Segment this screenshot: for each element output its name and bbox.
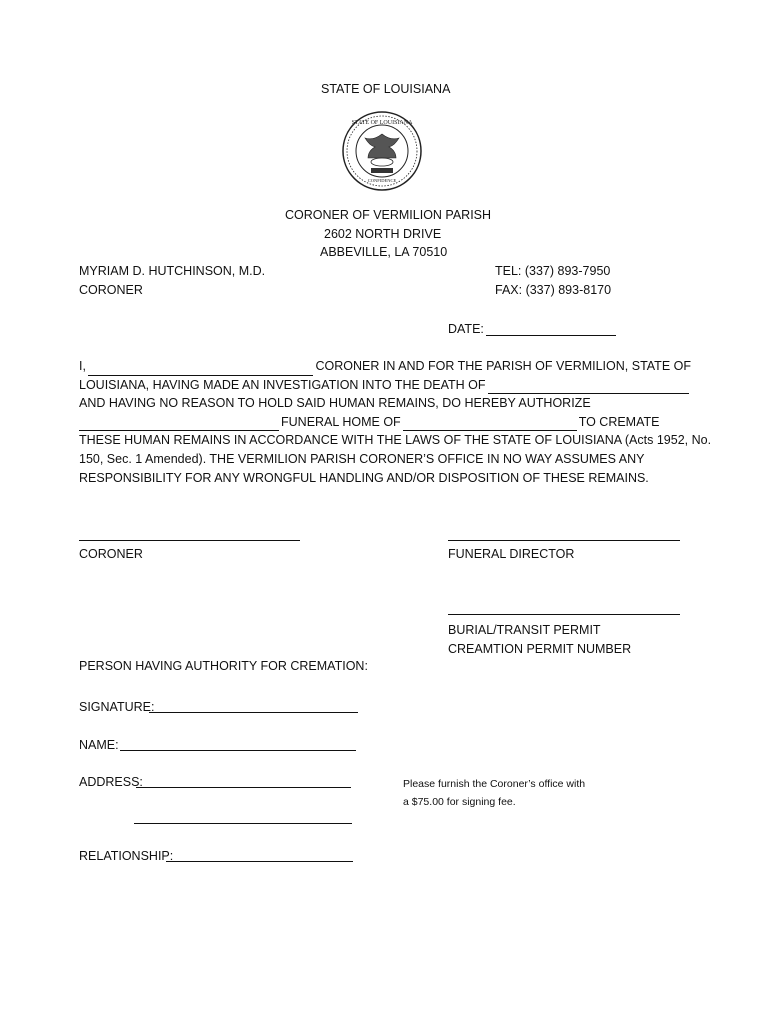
- permit-label-line2: CREAMTION PERMIT NUMBER: [448, 642, 632, 656]
- coroner-signature-label: CORONER: [79, 547, 143, 561]
- coroner-title: CORONER: [79, 283, 143, 297]
- address-label: ADDRESS:: [79, 775, 143, 789]
- paragraph-text: RESPONSIBILITY FOR ANY WRONGFUL HANDLING AND/OR DISPOSITION OF THESE REMAINS.: [79, 470, 649, 485]
- date-field[interactable]: [486, 335, 616, 336]
- fee-note-line2: a $75.00 for signing fee.: [403, 796, 516, 808]
- coroner-name: MYRIAM D. HUTCHINSON, M.D.: [79, 264, 266, 278]
- relationship-field[interactable]: [166, 861, 353, 862]
- paragraph-text: 150, Sec. 1 Amended). THE VERMILION PARISH CORONER’S OFFICE IN NO WAY ASSUMES ANY: [79, 451, 645, 466]
- paragraph-text: I,: [79, 359, 86, 373]
- paragraph-text: THESE HUMAN REMAINS IN ACCORDANCE WITH THE LAWS OF THE STATE OF LOUISIANA (Acts 1952, No.: [79, 433, 712, 448]
- signature-label: SIGNATURE:: [79, 700, 155, 714]
- fee-note-line1: Please furnish the Coroner’s office with: [403, 778, 586, 790]
- funeral-home-field[interactable]: [79, 417, 279, 431]
- relationship-label: RELATIONSHIP:: [79, 849, 174, 863]
- address-field-line2[interactable]: [134, 823, 352, 824]
- funeral-director-label: FUNERAL DIRECTOR: [448, 547, 575, 561]
- coroner-signature-line[interactable]: [79, 540, 300, 541]
- office-name: CORONER OF VERMILION PARISH: [285, 208, 492, 222]
- state-heading: STATE OF LOUISIANA: [321, 82, 451, 96]
- authorization-paragraph: [79, 357, 712, 487]
- paragraph-text: AND HAVING NO REASON TO HOLD SAID HUMAN REMAINS, DO HEREBY AUTHORIZE: [79, 396, 591, 411]
- funeral-director-signature-line[interactable]: [448, 540, 680, 541]
- paragraph-text: LOUISIANA, HAVING MADE AN INVESTIGATION INTO THE DEATH OF: [79, 377, 486, 392]
- coroner-name-field[interactable]: [88, 362, 314, 376]
- paragraph-text: TO CREMATE: [578, 414, 660, 429]
- paragraph-text: FUNERAL HOME OF: [281, 414, 401, 429]
- deceased-name-field[interactable]: [488, 380, 689, 394]
- authority-heading: PERSON HAVING AUTHORITY FOR CREMATION:: [79, 659, 368, 673]
- permit-label-line1: BURIAL/TRANSIT PERMIT: [448, 623, 601, 637]
- seal-bottom-text: CONFIDENCE: [367, 178, 397, 183]
- signature-field[interactable]: [149, 712, 358, 713]
- paragraph-text: CORONER IN AND FOR THE PARISH OF VERMILION, STATE OF: [315, 359, 691, 373]
- name-label: NAME:: [79, 738, 119, 752]
- office-address-line1: 2602 NORTH DRIVE: [324, 227, 442, 241]
- permit-number-line[interactable]: [448, 614, 680, 615]
- date-label: DATE:: [448, 322, 484, 336]
- office-address-line2: ABBEVILLE, LA 70510: [320, 245, 448, 259]
- funeral-home-location-field[interactable]: [403, 417, 577, 431]
- office-tel: TEL: (337) 893-7950: [495, 264, 611, 278]
- seal-top-text: STATE OF LOUISIANA: [351, 120, 413, 126]
- office-fax: FAX: (337) 893-8170: [495, 283, 612, 297]
- name-field[interactable]: [120, 750, 356, 751]
- address-field-line1[interactable]: [136, 787, 351, 788]
- louisiana-seal-icon: [341, 110, 423, 192]
